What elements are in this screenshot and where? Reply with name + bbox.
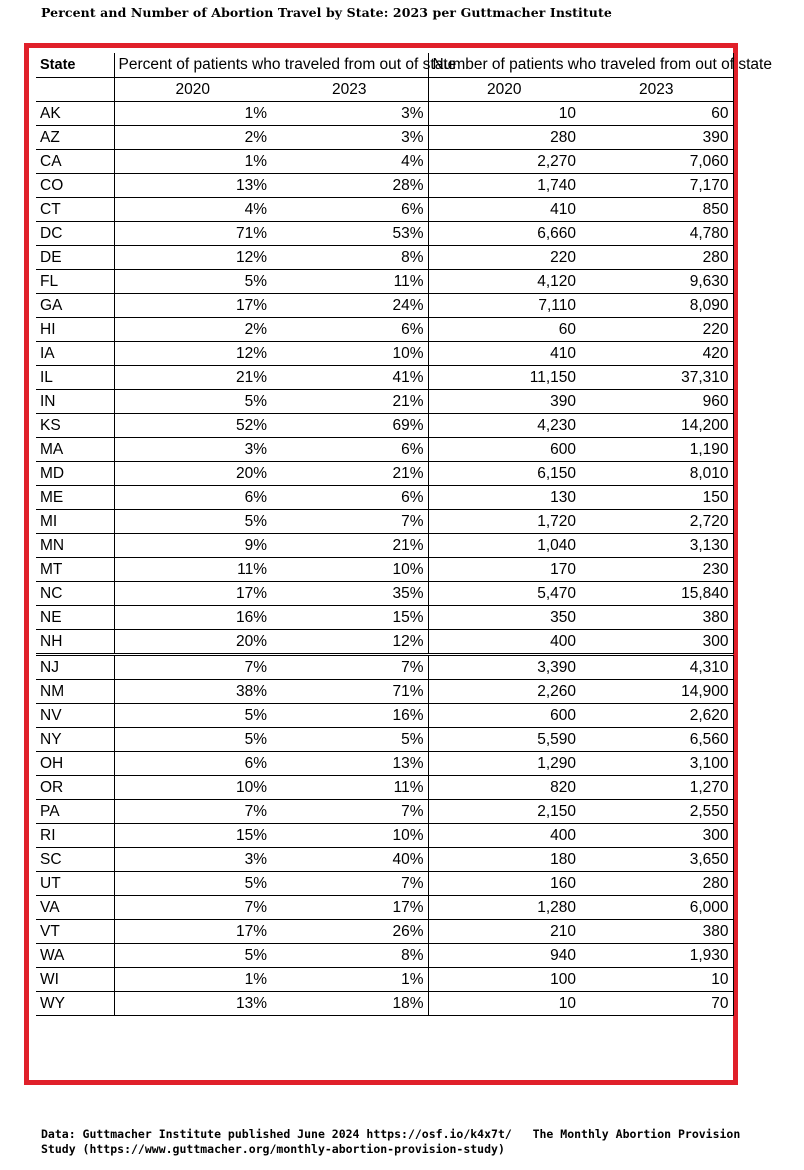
table-row	[36, 895, 733, 919]
number-2023-cell: 960	[580, 389, 733, 413]
table-row	[36, 919, 733, 943]
number-2020-cell: 1,720	[428, 509, 580, 533]
table-row	[36, 943, 733, 967]
state-cell: AK	[36, 101, 114, 125]
number-2023-cell: 380	[580, 605, 733, 629]
percent-2020-cell: 3%	[114, 847, 271, 871]
percent-2023-cell: 6%	[271, 437, 428, 461]
number-2020-cell: 6,660	[428, 221, 580, 245]
table-row	[36, 967, 733, 991]
number-2020-cell: 11,150	[428, 365, 580, 389]
number-2023-cell: 70	[580, 991, 733, 1015]
table-row	[36, 557, 733, 581]
table-row	[36, 173, 733, 197]
number-2023-cell: 7,170	[580, 173, 733, 197]
percent-2020-cell: 52%	[114, 413, 271, 437]
percent-2023-cell: 15%	[271, 605, 428, 629]
number-2020-cell: 2,270	[428, 149, 580, 173]
table-row	[36, 799, 733, 823]
number-2023-cell: 2,720	[580, 509, 733, 533]
percent-2023-cell: 41%	[271, 365, 428, 389]
number-2020-cell: 3,390	[428, 654, 580, 679]
percent-2023-cell: 71%	[271, 679, 428, 703]
table-row	[36, 317, 733, 341]
state-cell: PA	[36, 799, 114, 823]
number-2020-cell: 2,260	[428, 679, 580, 703]
state-cell: UT	[36, 871, 114, 895]
number-2023-cell: 14,200	[580, 413, 733, 437]
year-header-number-2023: 2023	[580, 77, 733, 101]
number-2020-cell: 940	[428, 943, 580, 967]
percent-2020-cell: 7%	[114, 895, 271, 919]
number-2023-cell: 300	[580, 823, 733, 847]
table-row	[36, 727, 733, 751]
number-2023-cell: 14,900	[580, 679, 733, 703]
state-cell: AZ	[36, 125, 114, 149]
state-cell: IA	[36, 341, 114, 365]
number-2020-cell: 400	[428, 823, 580, 847]
percent-2020-cell: 17%	[114, 581, 271, 605]
state-cell: DC	[36, 221, 114, 245]
percent-2020-cell: 12%	[114, 341, 271, 365]
percent-2020-cell: 10%	[114, 775, 271, 799]
table-row	[36, 703, 733, 727]
percent-2020-cell: 5%	[114, 871, 271, 895]
percent-2023-cell: 6%	[271, 485, 428, 509]
number-2020-cell: 6,150	[428, 461, 580, 485]
state-cell: WI	[36, 967, 114, 991]
state-cell: HI	[36, 317, 114, 341]
percent-2023-cell: 26%	[271, 919, 428, 943]
number-2020-cell: 280	[428, 125, 580, 149]
number-2023-cell: 420	[580, 341, 733, 365]
percent-2020-cell: 1%	[114, 967, 271, 991]
percent-2020-cell: 5%	[114, 703, 271, 727]
percent-2023-cell: 1%	[271, 967, 428, 991]
percent-2020-cell: 21%	[114, 365, 271, 389]
number-2020-cell: 130	[428, 485, 580, 509]
percent-2020-cell: 1%	[114, 101, 271, 125]
state-cell: OH	[36, 751, 114, 775]
table-row	[36, 605, 733, 629]
table-row	[36, 269, 733, 293]
percent-2023-cell: 7%	[271, 871, 428, 895]
percent-2023-cell: 10%	[271, 341, 428, 365]
page-title: Percent and Number of Abortion Travel by State: 2023 per Guttmacher Institute	[41, 5, 612, 20]
footer-line-2: Study (https://www.guttmacher.org/monthly-abortion-provision-study)	[41, 1142, 505, 1156]
number-2023-cell: 300	[580, 629, 733, 654]
table-row	[36, 149, 733, 173]
percent-2023-cell: 11%	[271, 269, 428, 293]
table-row	[36, 437, 733, 461]
state-cell: GA	[36, 293, 114, 317]
number-2020-cell: 5,470	[428, 581, 580, 605]
number-2023-cell: 9,630	[580, 269, 733, 293]
percent-2023-cell: 21%	[271, 389, 428, 413]
percent-2020-cell: 12%	[114, 245, 271, 269]
number-group-header: Number of patients who traveled from out of state	[428, 53, 733, 77]
number-2020-cell: 1,740	[428, 173, 580, 197]
percent-2023-cell: 6%	[271, 197, 428, 221]
number-2020-cell: 400	[428, 629, 580, 654]
percent-2020-cell: 13%	[114, 173, 271, 197]
number-2023-cell: 390	[580, 125, 733, 149]
number-2020-cell: 170	[428, 557, 580, 581]
state-cell: MT	[36, 557, 114, 581]
number-2023-cell: 3,100	[580, 751, 733, 775]
percent-2023-cell: 28%	[271, 173, 428, 197]
percent-2020-cell: 5%	[114, 727, 271, 751]
number-2020-cell: 10	[428, 101, 580, 125]
number-2020-cell: 410	[428, 341, 580, 365]
number-2023-cell: 230	[580, 557, 733, 581]
footer-line-1: Data: Guttmacher Institute published June 2024 https://osf.io/k4x7t/ The Monthly Abortion Provision	[41, 1127, 741, 1141]
table-row	[36, 533, 733, 557]
year-header-percent-2023: 2023	[271, 77, 428, 101]
number-2023-cell: 8,090	[580, 293, 733, 317]
percent-2020-cell: 3%	[114, 437, 271, 461]
percent-2020-cell: 15%	[114, 823, 271, 847]
number-2020-cell: 1,290	[428, 751, 580, 775]
state-cell: MD	[36, 461, 114, 485]
percent-2023-cell: 17%	[271, 895, 428, 919]
percent-2020-cell: 13%	[114, 991, 271, 1015]
state-cell: KS	[36, 413, 114, 437]
state-cell: WY	[36, 991, 114, 1015]
state-cell: RI	[36, 823, 114, 847]
percent-2023-cell: 8%	[271, 245, 428, 269]
percent-2020-cell: 6%	[114, 751, 271, 775]
table-row	[36, 509, 733, 533]
number-2020-cell: 4,120	[428, 269, 580, 293]
number-2023-cell: 380	[580, 919, 733, 943]
number-2023-cell: 3,130	[580, 533, 733, 557]
percent-2020-cell: 71%	[114, 221, 271, 245]
percent-2023-cell: 10%	[271, 557, 428, 581]
number-2020-cell: 5,590	[428, 727, 580, 751]
table-row	[36, 485, 733, 509]
table-body	[36, 101, 733, 1015]
year-header-percent-2020: 2020	[114, 77, 271, 101]
number-2023-cell: 15,840	[580, 581, 733, 605]
percent-2023-cell: 40%	[271, 847, 428, 871]
state-cell: NC	[36, 581, 114, 605]
percent-2020-cell: 5%	[114, 269, 271, 293]
table-row	[36, 823, 733, 847]
percent-2020-cell: 7%	[114, 799, 271, 823]
percent-2023-cell: 35%	[271, 581, 428, 605]
table-row	[36, 775, 733, 799]
number-2023-cell: 1,930	[580, 943, 733, 967]
number-2020-cell: 600	[428, 703, 580, 727]
state-cell: FL	[36, 269, 114, 293]
table-row	[36, 221, 733, 245]
state-cell: IL	[36, 365, 114, 389]
state-cell: NV	[36, 703, 114, 727]
percent-2020-cell: 5%	[114, 389, 271, 413]
percent-2023-cell: 7%	[271, 509, 428, 533]
number-2023-cell: 2,620	[580, 703, 733, 727]
number-2023-cell: 2,550	[580, 799, 733, 823]
percent-2023-cell: 18%	[271, 991, 428, 1015]
state-cell: VT	[36, 919, 114, 943]
number-2020-cell: 1,280	[428, 895, 580, 919]
table-row	[36, 245, 733, 269]
number-2020-cell: 100	[428, 967, 580, 991]
percent-2020-cell: 5%	[114, 943, 271, 967]
percent-2023-cell: 8%	[271, 943, 428, 967]
state-column-header: State	[36, 53, 114, 77]
percent-2023-cell: 4%	[271, 149, 428, 173]
table-row	[36, 389, 733, 413]
state-cell: MI	[36, 509, 114, 533]
table-row	[36, 581, 733, 605]
year-header-blank	[36, 77, 114, 101]
percent-2020-cell: 1%	[114, 149, 271, 173]
number-2020-cell: 10	[428, 991, 580, 1015]
number-2023-cell: 280	[580, 245, 733, 269]
state-cell: ME	[36, 485, 114, 509]
percent-2020-cell: 38%	[114, 679, 271, 703]
state-cell: MN	[36, 533, 114, 557]
state-cell: CT	[36, 197, 114, 221]
number-2023-cell: 150	[580, 485, 733, 509]
percent-2023-cell: 24%	[271, 293, 428, 317]
table-row	[36, 365, 733, 389]
number-2023-cell: 6,000	[580, 895, 733, 919]
table-row	[36, 197, 733, 221]
state-cell: SC	[36, 847, 114, 871]
percent-2020-cell: 11%	[114, 557, 271, 581]
state-cell: NM	[36, 679, 114, 703]
header-year-row	[36, 77, 733, 101]
percent-2023-cell: 12%	[271, 629, 428, 654]
number-2023-cell: 8,010	[580, 461, 733, 485]
state-cell: VA	[36, 895, 114, 919]
table-row	[36, 293, 733, 317]
percent-2023-cell: 21%	[271, 461, 428, 485]
percent-2023-cell: 11%	[271, 775, 428, 799]
state-cell: NJ	[36, 654, 114, 679]
percent-2023-cell: 16%	[271, 703, 428, 727]
number-2020-cell: 220	[428, 245, 580, 269]
number-2020-cell: 210	[428, 919, 580, 943]
number-2020-cell: 160	[428, 871, 580, 895]
percent-2023-cell: 5%	[271, 727, 428, 751]
percent-2020-cell: 16%	[114, 605, 271, 629]
state-cell: NE	[36, 605, 114, 629]
header-group-row	[36, 53, 733, 77]
table-row	[36, 751, 733, 775]
number-2023-cell: 220	[580, 317, 733, 341]
state-cell: CO	[36, 173, 114, 197]
number-2020-cell: 7,110	[428, 293, 580, 317]
table-row	[36, 101, 733, 125]
table-row	[36, 991, 733, 1015]
percent-2023-cell: 7%	[271, 654, 428, 679]
state-cell: NH	[36, 629, 114, 654]
percent-2020-cell: 20%	[114, 629, 271, 654]
number-2023-cell: 60	[580, 101, 733, 125]
number-2023-cell: 1,270	[580, 775, 733, 799]
percent-2020-cell: 7%	[114, 654, 271, 679]
abortion-travel-table	[36, 53, 772, 1016]
number-2020-cell: 820	[428, 775, 580, 799]
number-2020-cell: 4,230	[428, 413, 580, 437]
number-2020-cell: 390	[428, 389, 580, 413]
table-row	[36, 125, 733, 149]
percent-2020-cell: 2%	[114, 317, 271, 341]
percent-2023-cell: 3%	[271, 125, 428, 149]
percent-2023-cell: 53%	[271, 221, 428, 245]
state-cell: CA	[36, 149, 114, 173]
table-row	[36, 679, 733, 703]
number-2020-cell: 60	[428, 317, 580, 341]
number-2023-cell: 4,310	[580, 654, 733, 679]
number-2023-cell: 10	[580, 967, 733, 991]
percent-2020-cell: 6%	[114, 485, 271, 509]
number-2023-cell: 37,310	[580, 365, 733, 389]
number-2020-cell: 350	[428, 605, 580, 629]
state-cell: WA	[36, 943, 114, 967]
table-row	[36, 871, 733, 895]
percent-2020-cell: 17%	[114, 919, 271, 943]
table-row	[36, 461, 733, 485]
number-2020-cell: 2,150	[428, 799, 580, 823]
table-row	[36, 654, 733, 679]
table-row	[36, 847, 733, 871]
percent-2020-cell: 20%	[114, 461, 271, 485]
percent-2023-cell: 6%	[271, 317, 428, 341]
year-header-number-2020: 2020	[428, 77, 580, 101]
number-2023-cell: 3,650	[580, 847, 733, 871]
percent-2023-cell: 13%	[271, 751, 428, 775]
number-2020-cell: 1,040	[428, 533, 580, 557]
percent-2020-cell: 2%	[114, 125, 271, 149]
percent-2023-cell: 10%	[271, 823, 428, 847]
source-footer	[41, 1127, 741, 1157]
number-2023-cell: 1,190	[580, 437, 733, 461]
number-2020-cell: 600	[428, 437, 580, 461]
percent-2020-cell: 17%	[114, 293, 271, 317]
number-2023-cell: 4,780	[580, 221, 733, 245]
state-cell: NY	[36, 727, 114, 751]
table-row	[36, 413, 733, 437]
percent-2020-cell: 5%	[114, 509, 271, 533]
number-2020-cell: 180	[428, 847, 580, 871]
number-2023-cell: 280	[580, 871, 733, 895]
percent-2023-cell: 69%	[271, 413, 428, 437]
percent-2020-cell: 9%	[114, 533, 271, 557]
state-cell: OR	[36, 775, 114, 799]
number-2023-cell: 850	[580, 197, 733, 221]
number-2020-cell: 410	[428, 197, 580, 221]
percent-2023-cell: 3%	[271, 101, 428, 125]
number-2023-cell: 6,560	[580, 727, 733, 751]
percent-2020-cell: 4%	[114, 197, 271, 221]
table-row	[36, 629, 733, 654]
number-2023-cell: 7,060	[580, 149, 733, 173]
percent-2023-cell: 21%	[271, 533, 428, 557]
state-cell: IN	[36, 389, 114, 413]
table-row	[36, 341, 733, 365]
percent-group-header: Percent of patients who traveled from out of state	[114, 53, 428, 77]
state-cell: DE	[36, 245, 114, 269]
state-cell: MA	[36, 437, 114, 461]
percent-2023-cell: 7%	[271, 799, 428, 823]
